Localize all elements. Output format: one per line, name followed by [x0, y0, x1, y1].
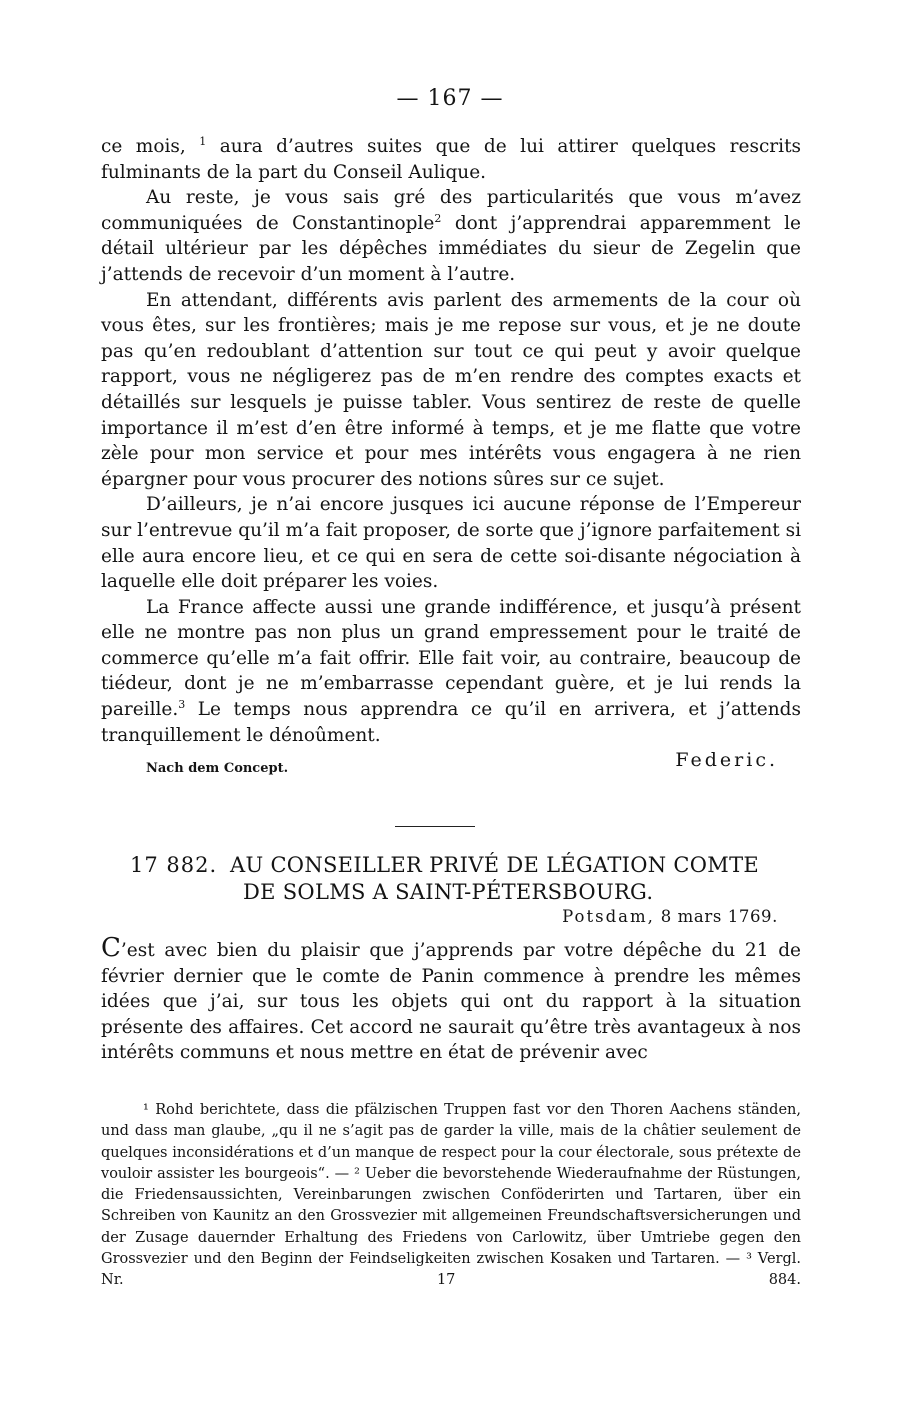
- paragraph: ce mois, $^1$ aura d’autres suites que de lui attirer quelques rescrits fulminants de la part du Conseil Aulique.: [101, 134, 802, 183]
- letter-number: 17 882.: [130, 853, 218, 877]
- footnote-ref: 3: [178, 697, 186, 711]
- continuation-text: [101, 134, 801, 748]
- footnotes: [101, 1100, 801, 1292]
- paragraph: C’est avec bien du plaisir que j’apprends par votre dépêche du 21 de février dernier que le comte de Panin commence à prendre les mêmes idées que j’ai, sur tous les objets qui ont du rapport à la situation présente des affaires. Cet accord ne saurait qu’être très avantageux à nos intérêts communs et nous mettre en état de prévenir avec: [101, 933, 801, 1064]
- dateline: [562, 907, 778, 926]
- footnote-text: ¹ Rohd berichtete, dass die pfälzischen Truppen fast vor den Thoren Aachens ständen, und dass man glaube, „qu il ne s’agit pas de garder la ville, mais de la châtier seulement de quelques inconsidérations et d’un manque de respect pour la cour électorale, sous prétexte de vouloir assister les bourgeois“. — ² Ueber die bevorstehende Wiederaufnahme der Rüstungen, die Friedensaussichten, Vereinbarungen zwischen Conföderirten und Tartaren, über ein Schreiben von Kaunitz an den Grossvezier mit allgemeinen Freundschaftsversicherungen und der Zusage dauernder Erhaltung des Friedens von Carlowitz, über Umtriebe gegen den Grossvezier und den Beginn der Feindseligkeiten zwischen Kosaken und Tartaren. — ³ Vergl. Nr. 17 884.: [101, 1102, 801, 1289]
- letter-text: [101, 933, 801, 1066]
- footnote-ref: 1: [199, 134, 207, 148]
- page-number: — 167 —: [396, 86, 504, 111]
- signature: Federic.: [675, 749, 778, 771]
- footnote-ref: 2: [434, 211, 442, 225]
- place: Potsdam,: [562, 907, 655, 926]
- paragraph: D’ailleurs, je n’ai encore jusques ici aucune réponse de l’Empereur sur l’entrevue qu’il m’a fait proposer, de sorte que j’ignore parfaitement si elle aura encore lieu, et ce qui en sera de cette soi-disante négociation à laquelle elle doit préparer les voies.: [101, 494, 801, 593]
- paragraph: La France affecte aussi une grande indifférence, et jusqu’à présent elle ne montre pas non plus un grand empressement pour le traité de commerce qu’elle m’a fait offrir. Elle fait voir, au contraire, beaucoup de tiédeur, dont je ne m’embarrasse cependant guère, et je lui rends la pareille.$^3$ Le temps nous apprendra ce qu’il en arrivera, et j’attends tranquillement le dénoûment.: [101, 596, 801, 746]
- letter-heading: [130, 852, 810, 906]
- section-divider: [395, 826, 475, 827]
- heading-line-1: [130, 852, 810, 879]
- heading-text-1: AU CONSEILLER PRIVÉ DE LÉGATION COMTE: [230, 853, 760, 877]
- drop-cap: C: [101, 933, 121, 963]
- date: 8 mars 1769.: [660, 907, 778, 926]
- paragraph: Au reste, je vous sais gré des particularités que vous m’avez communiquées de Constantinople$^2$ dont j’apprendrai apparemment le détail ultérieur par les dépêches immédiates du sieur de Zegelin que j’attends de recevoir d’un moment à l’autre.: [101, 187, 801, 285]
- source-note: Nach dem Concept.: [146, 761, 289, 776]
- paragraph: En attendant, différents avis parlent des armements de la cour où vous êtes, sur les frontières; mais je me repose sur vous, et je ne doute pas qu’en redoublant d’attention sur tout ce qui peut y avoir quelque rapport, vous ne négligerez pas de m’en rendre des comptes exacts et détaillés sur lesquels je puisse tabler. Vous sentirez de reste de quelle importance il m’est d’en être informé à temps, et je me flatte que votre zèle pour mon service et pour mes intérêts vous engagera à ne rien épargner pour vous procurer des notions sûres sur ce sujet.: [101, 289, 801, 490]
- heading-line-2: DE SOLMS A SAINT-PÉTERSBOURG.: [243, 880, 654, 904]
